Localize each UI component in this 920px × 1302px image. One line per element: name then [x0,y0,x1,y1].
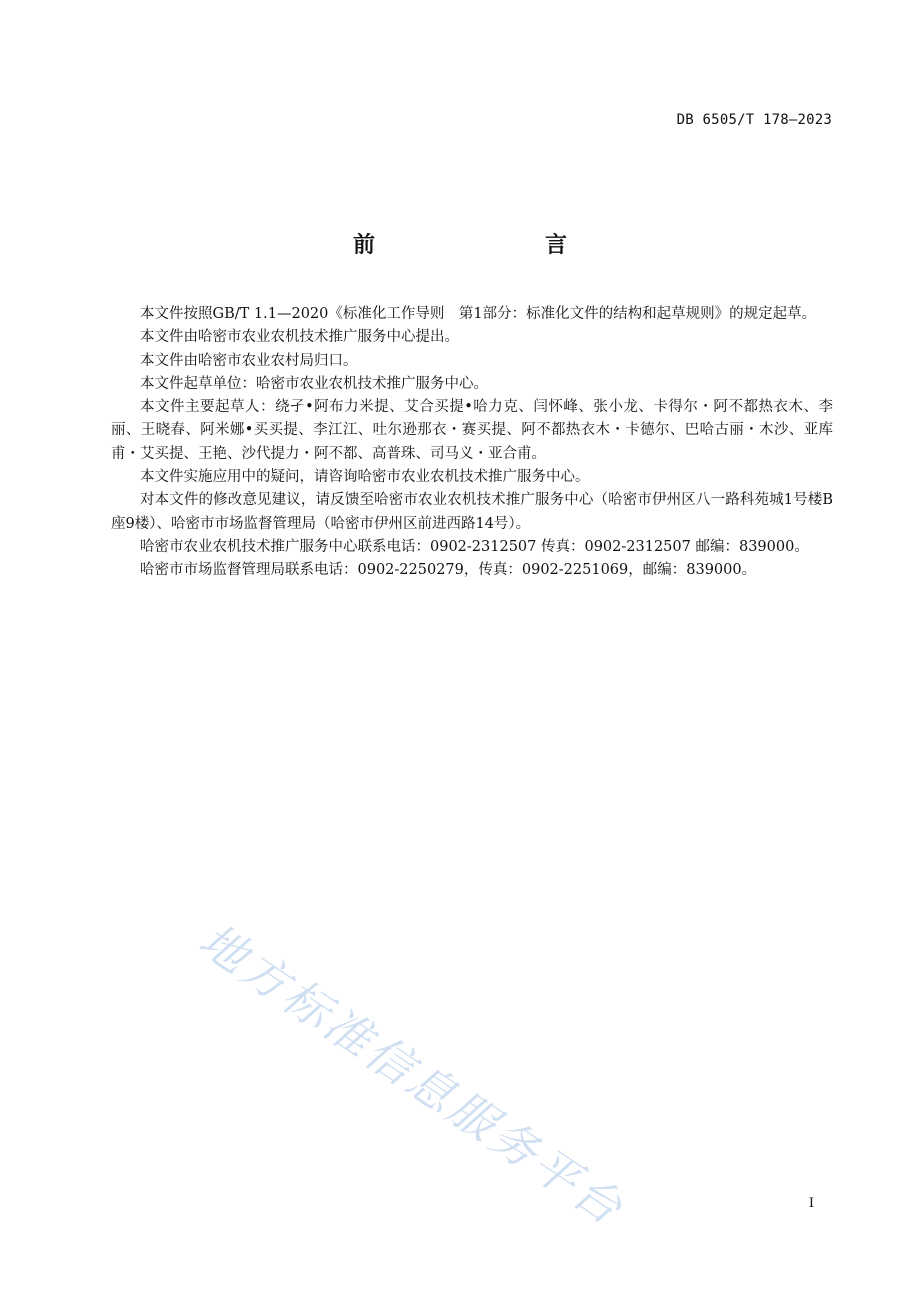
page-title: 前 言 [352,233,609,258]
foreword-body [111,303,833,583]
document-code: DB 6505/T 178—2023 [676,112,832,128]
paragraph-drafters: 本文件主要起草人：绕孑•阿布力米提、艾合买提•哈力克、闫怀峰、张小龙、卡得尔・阿不都热衣木、李丽、王晓春、阿米娜•买买提、李江江、吐尔逊那衣・赛买提、阿不都热衣木・卡德尔、巴哈古丽・木沙、亚库甫・艾买提、王艳、沙代提力・阿不都、高普珠、司马义・亚合甫。 [111,399,833,462]
paragraph-feedback: 对本文件的修改意见建议，请反馈至哈密市农业农机技术推广服务中心（哈密市伊州区八一路科苑城1号楼B座9楼）、哈密市市场监督管理局（哈密市伊州区前进西路14号）。 [111,492,833,532]
paragraph-administrator: 本文件由哈密市农业农村局归口。 [140,352,358,369]
page-number: I [808,1196,814,1211]
paragraph-proposer: 本文件由哈密市农业农机技术推广服务中心提出。 [140,329,459,346]
watermark: 地方标准信息服务平台 [189,912,635,1237]
paragraph-contact-bureau: 哈密市市场监督管理局联系电话：0902-2250279，传真：0902-2251069，邮编：839000。 [140,562,757,579]
paragraph-inquiries: 本文件实施应用中的疑问，请咨询哈密市农业农机技术推广服务中心。 [140,469,590,486]
paragraph-drafting-rules: 本文件按照GB/T 1.1—2020《标准化工作导则 第1部分：标准化文件的结构和起草规则》的规定起草。 [140,306,817,322]
paragraph-contact-center: 哈密市农业农机技术推广服务中心联系电话：0902-2312507 传真：0902-2312507 邮编：839000。 [140,538,809,555]
paragraph-drafting-unit: 本文件起草单位：哈密市农业农机技术推广服务中心。 [140,375,488,392]
